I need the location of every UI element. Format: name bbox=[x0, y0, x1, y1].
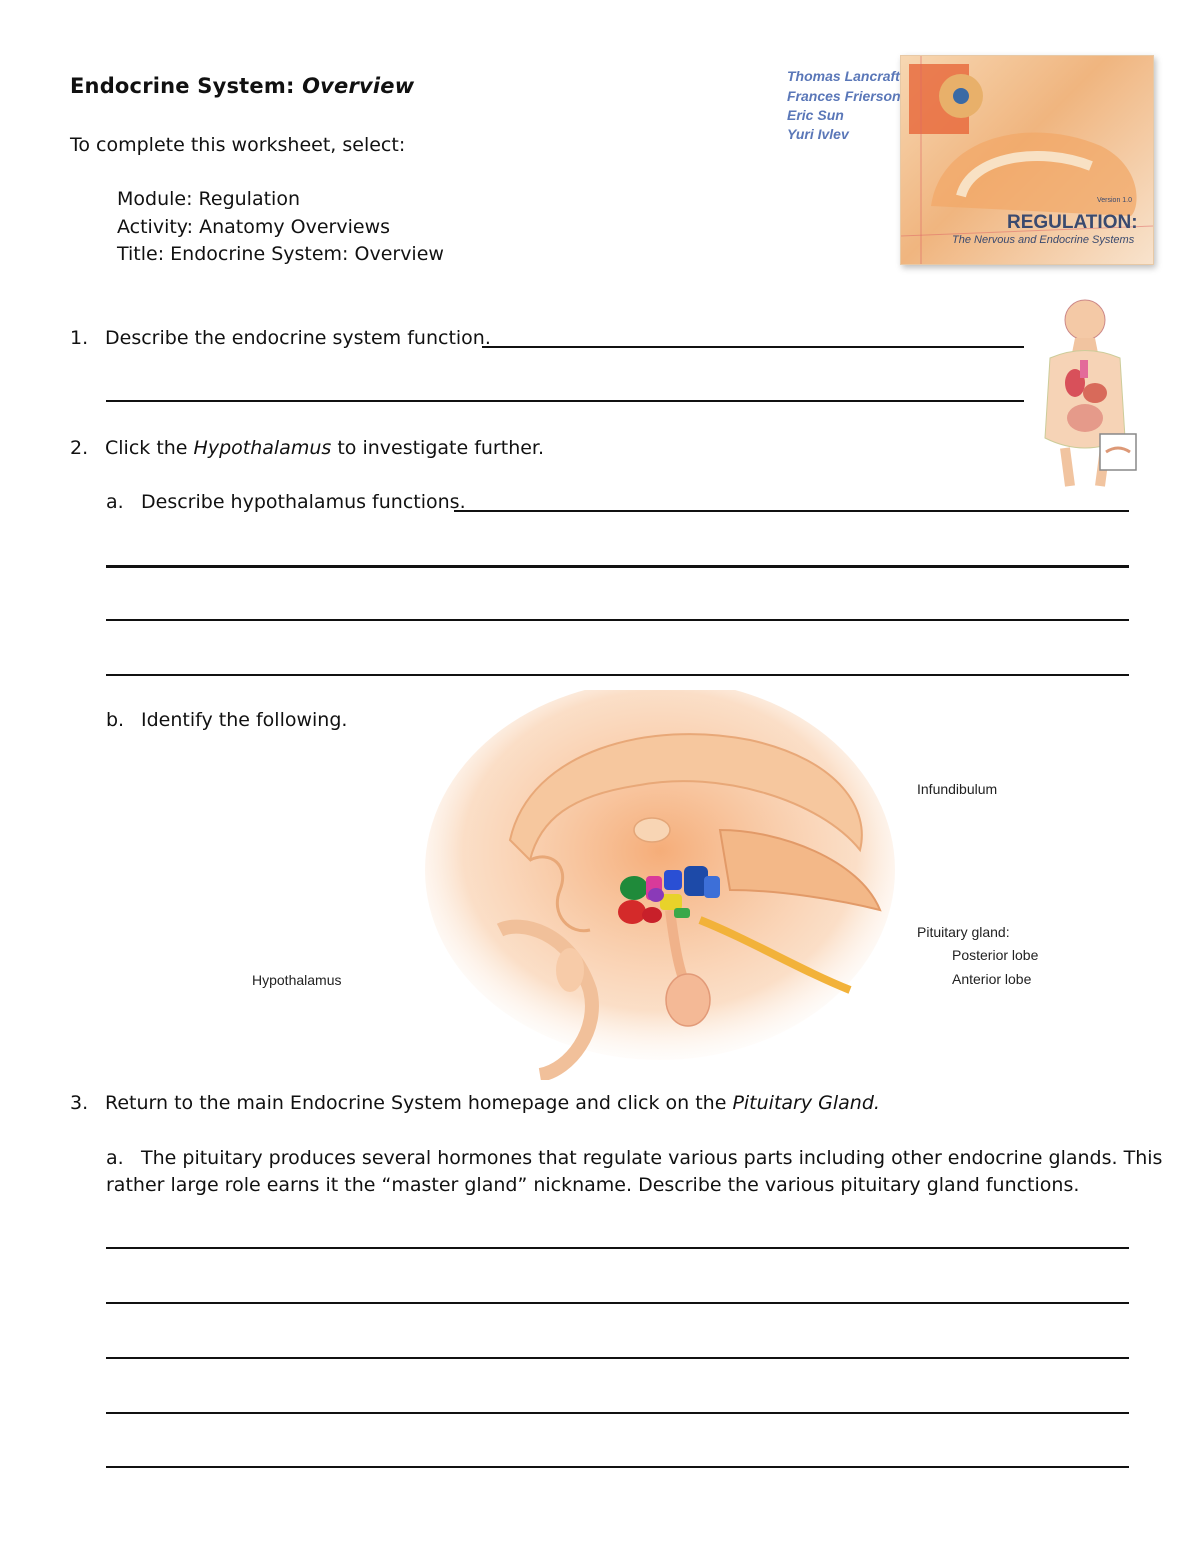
q2-text: Click the Hypothalamus to investigate further. bbox=[105, 437, 545, 459]
page-title: Endocrine System: Overview bbox=[70, 74, 415, 98]
label-posterior-lobe: Posterior lobe bbox=[952, 947, 1039, 963]
q1-answer-line-2[interactable] bbox=[106, 400, 1024, 402]
label-anterior-lobe: Anterior lobe bbox=[952, 971, 1032, 987]
author-2: Frances Frierson bbox=[787, 88, 901, 104]
q3a-answer-line-3[interactable] bbox=[106, 1357, 1129, 1359]
label-hypothalamus: Hypothalamus bbox=[252, 972, 342, 988]
q3a-answer-line-5[interactable] bbox=[106, 1466, 1129, 1468]
q3-number: 3. bbox=[70, 1092, 89, 1114]
q3a-answer-line-2[interactable] bbox=[106, 1302, 1129, 1304]
cover-version: Version 1.0 bbox=[1097, 197, 1133, 204]
q2b-letter: b. bbox=[106, 709, 125, 731]
q2-hypothalamus-emphasis: Hypothalamus bbox=[193, 437, 332, 459]
author-1: Thomas Lancraft bbox=[787, 68, 900, 84]
q3-text: Return to the main Endocrine System homepage and click on the Pituitary Gland. bbox=[105, 1092, 880, 1114]
q2a-answer-line-1[interactable] bbox=[454, 510, 1129, 512]
q3a-text-line-1: The pituitary produces several hormones that regulate various parts including other endocrine glands. This bbox=[141, 1147, 1163, 1169]
cover-product-subtitle: The Nervous and Endocrine Systems bbox=[952, 234, 1135, 246]
label-infundibulum: Infundibulum bbox=[917, 781, 998, 797]
author-3: Eric Sun bbox=[787, 107, 844, 123]
q2a-letter: a. bbox=[106, 491, 124, 513]
q2a-text: Describe hypothalamus functions. bbox=[141, 491, 466, 513]
intro-text: To complete this worksheet, select: bbox=[70, 134, 406, 156]
label-pituitary-gland: Pituitary gland: bbox=[917, 924, 1010, 940]
q2-number: 2. bbox=[70, 437, 89, 459]
q1-text: Describe the endocrine system function. bbox=[105, 327, 491, 349]
q3a-text-line-2: rather large role earns it the “master gland” nickname. Describe the various pituitary gland functions. bbox=[106, 1174, 1080, 1196]
hypothalamus-pituitary-diagram bbox=[420, 690, 900, 1080]
q2a-answer-line-2[interactable] bbox=[106, 565, 1129, 568]
q3a-answer-line-4[interactable] bbox=[106, 1412, 1129, 1414]
q1-answer-line-1[interactable] bbox=[482, 346, 1024, 348]
title-emphasis: Overview bbox=[302, 74, 415, 98]
q1-number: 1. bbox=[70, 327, 89, 349]
q3-pituitary-emphasis: Pituitary Gland. bbox=[732, 1092, 880, 1114]
q3a-letter: a. bbox=[106, 1147, 124, 1169]
author-4: Yuri Ivlev bbox=[787, 126, 849, 142]
q3a-answer-line-1[interactable] bbox=[106, 1247, 1129, 1249]
q2b-text: Identify the following. bbox=[141, 709, 348, 731]
human-body-thumbnail bbox=[1030, 298, 1140, 488]
q2a-answer-line-4[interactable] bbox=[106, 674, 1129, 676]
module-line: Module: Regulation bbox=[117, 188, 300, 210]
activity-line: Activity: Anatomy Overviews bbox=[117, 216, 391, 238]
q2a-answer-line-3[interactable] bbox=[106, 619, 1129, 621]
title-line: Title: Endocrine System: Overview bbox=[117, 243, 444, 265]
cover-product-title: REGULATION: bbox=[1007, 212, 1138, 233]
